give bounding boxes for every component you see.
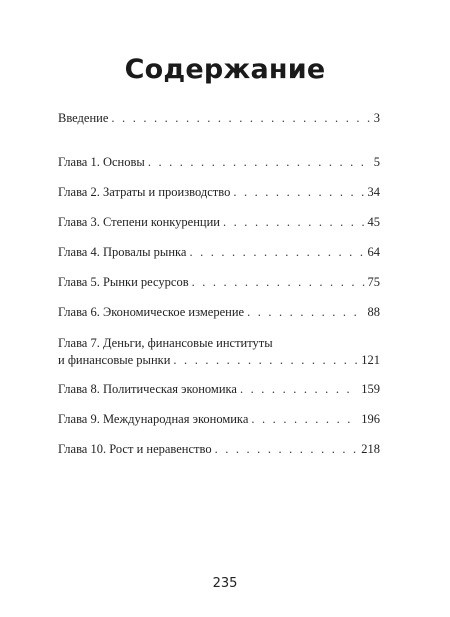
- toc-entry-chapter-1[interactable]: [58, 154, 380, 171]
- toc-entry-introduction[interactable]: [58, 110, 380, 127]
- toc-entry-label: Введение: [58, 111, 109, 125]
- toc-entry-label: Глава 1. Основы: [58, 155, 145, 169]
- dot-leader: [240, 381, 358, 398]
- toc-entry-chapter-5[interactable]: [58, 274, 380, 291]
- toc-entry-label: Глава 6. Экономическое измерение: [58, 305, 245, 319]
- toc-entry-page: 34: [367, 185, 380, 199]
- dot-leader: [251, 411, 358, 428]
- toc-entry-label: Глава 9. Международная экономика: [58, 412, 249, 426]
- toc-entry-page: 159: [361, 382, 380, 396]
- toc-entry-page: 64: [367, 245, 380, 259]
- toc-entry-chapter-10[interactable]: [58, 441, 380, 458]
- toc-entry-label: Глава 3. Степени конкуренции: [58, 215, 220, 229]
- dot-leader: [173, 352, 358, 369]
- toc-entry-chapter-3[interactable]: [58, 214, 380, 231]
- dot-leader: [111, 110, 370, 127]
- toc-entry-page: 196: [361, 412, 380, 426]
- toc-entry-page: 75: [367, 275, 380, 289]
- toc-entry-page: 3: [373, 111, 380, 125]
- dot-leader: [247, 304, 364, 321]
- toc-entry-chapter-8[interactable]: [58, 381, 380, 398]
- toc-entry-chapter-4[interactable]: [58, 244, 380, 261]
- toc-entry-label: Глава 10. Рост и неравенство: [58, 442, 212, 456]
- toc-entry-label: Глава 4. Провалы рынка: [58, 245, 187, 259]
- dot-leader: [189, 244, 364, 261]
- toc-entry-label: Глава 8. Политическая экономика: [58, 382, 237, 396]
- toc-entry-chapter-6[interactable]: [58, 304, 380, 321]
- page-number: 235: [212, 576, 238, 591]
- toc-entry-label: и финансовые рынки: [58, 353, 171, 367]
- toc-entry-label: Глава 2. Затраты и производство: [58, 185, 231, 199]
- toc-entry-page: 121: [361, 353, 380, 367]
- toc-entry-label: Глава 5. Рынки ресурсов: [58, 275, 189, 289]
- toc-entry-chapter-9[interactable]: [58, 411, 380, 428]
- toc-entry-page: 5: [373, 155, 380, 169]
- dot-leader: [215, 441, 359, 458]
- toc-entry-page: 88: [367, 305, 380, 319]
- page-title: Содержание: [124, 54, 326, 85]
- dot-leader: [148, 154, 371, 171]
- dot-leader: [192, 274, 365, 291]
- toc-entry-chapter-2[interactable]: [58, 184, 380, 201]
- dot-leader: [233, 184, 364, 201]
- toc-entry-page: 45: [367, 215, 380, 229]
- toc-entry-chapter-7[interactable]: [58, 335, 380, 369]
- dot-leader: [223, 214, 365, 231]
- toc-entry-page: 218: [361, 442, 380, 456]
- toc-entry-label-line1: Глава 7. Деньги, финансовые институты: [58, 336, 273, 350]
